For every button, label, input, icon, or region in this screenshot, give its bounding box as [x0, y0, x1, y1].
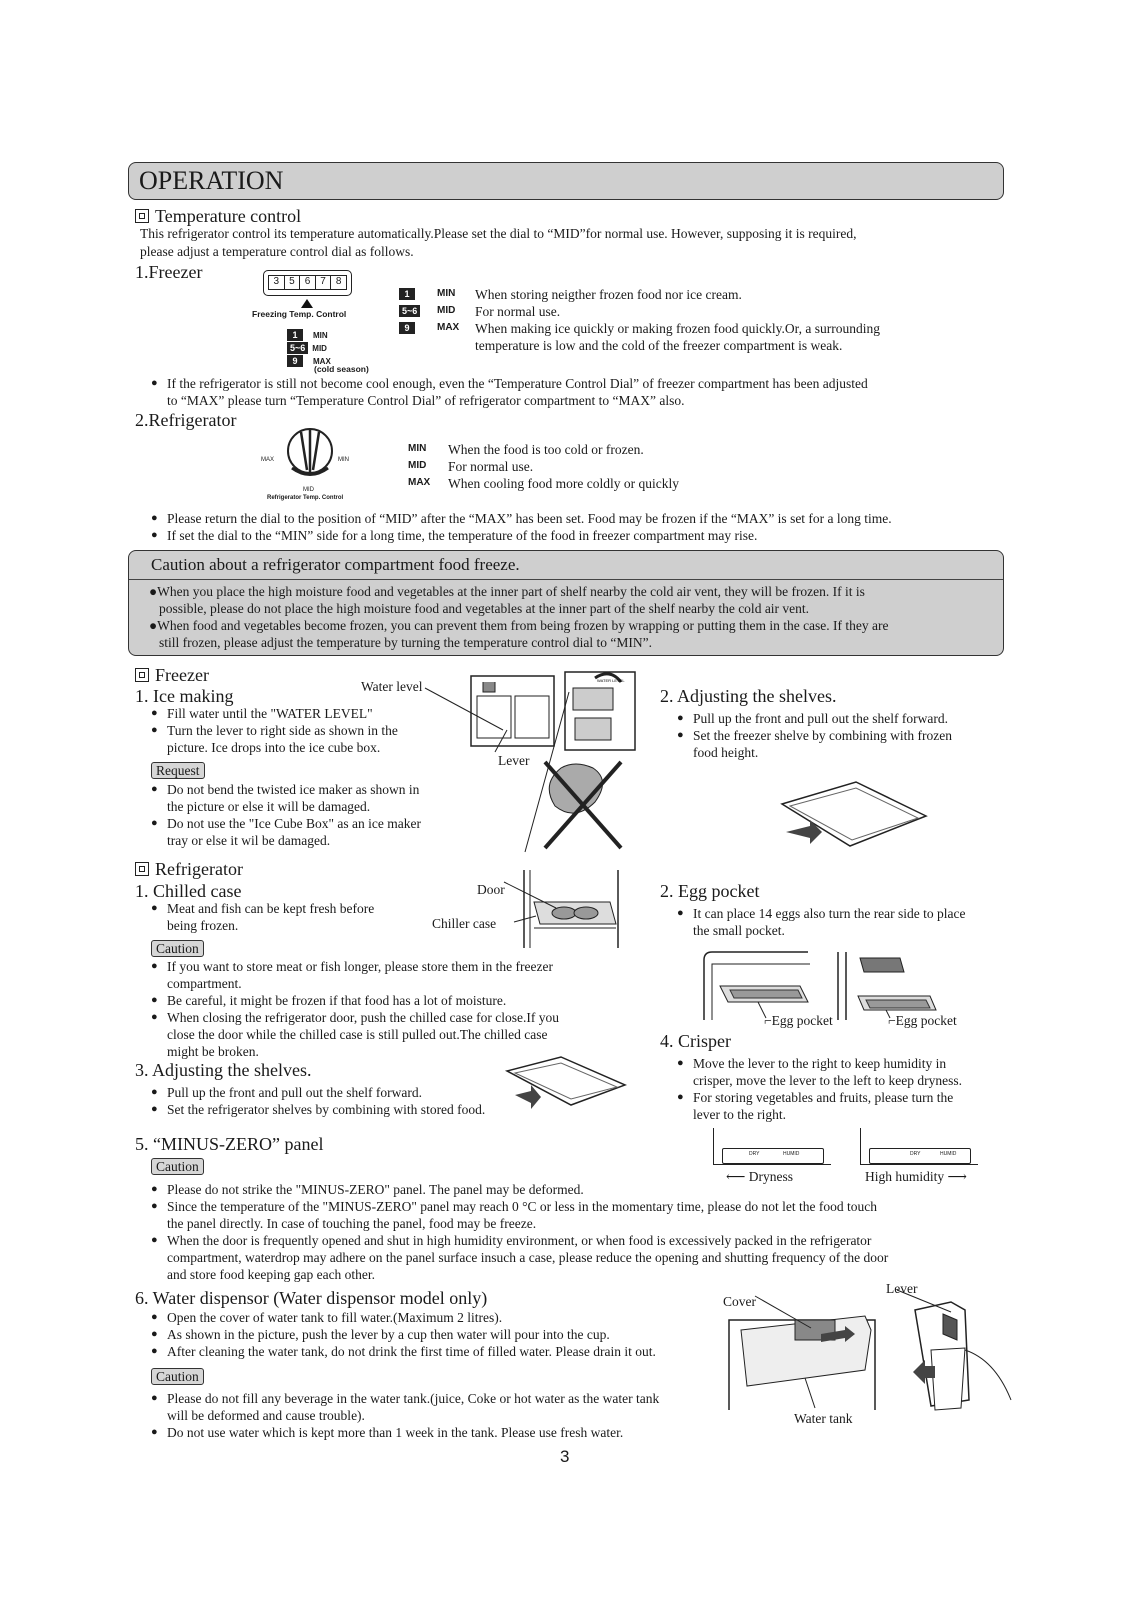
operation-banner [128, 162, 1004, 200]
chilled-case-title: 1. Chilled case [135, 881, 242, 901]
chilled-caution-list [151, 958, 631, 1060]
checkbox-icon [135, 209, 149, 223]
list-item: ● Meat and fish can be kept fresh before being frozen. [151, 900, 431, 934]
level-badge: 9 [399, 322, 415, 334]
water-dispenser-illustration [725, 1290, 1015, 1425]
freezer-dial-caption: Freezing Temp. Control [252, 309, 347, 319]
egg-pocket-title: 2. Egg pocket [660, 881, 760, 901]
list-item: ● If the refrigerator is still not become cool enough, even the “Temperature Control Dial” of freezer compartment has been adjusted to “MAX” please turn “Temperature Control Dial” of refrigerator compartment to “MAX” also. [151, 375, 981, 409]
list-item: ● If you want to store meat or fish longer, please store them in the freezer compartment. [151, 958, 631, 992]
crisper-list [677, 1055, 1007, 1123]
freezer-control-heading: 1.Freezer [135, 262, 203, 282]
list-item: ● Pull up the front and pull out the shelf forward. [677, 710, 997, 727]
freezer-shelf-illustration [780, 780, 930, 850]
refrigerator-control-notes [151, 510, 1011, 544]
caution-line-2: possible, please do not place the high moisture food and vegetables at the inner part of the shelf nearby the cold air vent. [159, 601, 810, 616]
dispenser-lever-label: Lever [886, 1281, 918, 1296]
dial-digit: 7 [316, 276, 332, 289]
refrigerator-control-heading: 2.Refrigerator [135, 410, 237, 430]
level-desc: When cooling food more coldly or quickly [448, 476, 679, 491]
dial-digit: 6 [300, 276, 316, 289]
ice-making-title: 1. Ice making [135, 686, 234, 706]
freezer-levels-table [399, 286, 959, 354]
crisper-title: 4. Crisper [660, 1031, 731, 1051]
list-item: ● Since the temperature of the "MINUS-ZERO" panel may reach 0 °C or less in the momentary time, please do not let the food touch the panel directly. In case of touching the panel, food may be freeze. [151, 1198, 1021, 1232]
list-item: ● Please do not strike the "MINUS-ZERO" panel. The panel may be deformed. [151, 1181, 1021, 1198]
level-desc: When making ice quickly or making frozen food quickly.Or, a surrounding [475, 321, 880, 336]
list-item: ● When closing the refrigerator door, push the chilled case for close.If you close the door while the chilled case is still pulled out.The chilled case might be broken. [151, 1009, 631, 1060]
level-badge: 1 [399, 288, 415, 300]
chilled-case-list [151, 900, 431, 934]
freezer-dial [263, 270, 352, 296]
chilled-caution-tag: Caution [151, 940, 204, 957]
level-desc-cont: temperature is low and the cold of the freezer compartment is weak. [475, 338, 843, 353]
list-item: ● Please do not fill any beverage in the water tank.(juice, Coke or hot water as the water tank will be deformed and cause trouble). [151, 1390, 731, 1424]
page-number: 3 [560, 1447, 570, 1466]
water-level-label: Water level [361, 679, 423, 694]
freezer-small-levels: 1 MIN 5~6 MID 9 MAX (cold season) [287, 325, 369, 374]
level-label: MAX [437, 322, 460, 333]
level-label: MIN [437, 288, 456, 299]
level-desc: For normal use. [475, 304, 561, 319]
list-item: ● Fill water until the "WATER LEVEL" [151, 705, 451, 722]
intro-line-2: please adjust a temperature control dial as follows. [140, 244, 414, 259]
level-label: MAX [408, 477, 431, 488]
request-tag: Request [151, 762, 205, 779]
egg-pocket-label-2: ⌐Egg pocket [888, 1013, 957, 1028]
minus-zero-caution-tag: Caution [151, 1158, 204, 1175]
level-desc: When storing neigther frozen food nor ice cream. [475, 287, 742, 302]
cold-season-label: (cold season) [314, 364, 369, 374]
checkbox-icon [135, 668, 149, 682]
fridge-shelves-title: 3. Adjusting the shelves. [135, 1060, 312, 1080]
high-humidity-label: High humidity ⟶ [865, 1169, 967, 1184]
crisper-slider-humid: DRY HUMID [860, 1128, 978, 1165]
ref-dial-caption: Refrigerator Temp. Control [267, 495, 344, 501]
caution-line-4: still frozen, please adjust the temperature by turning the temperature control dial to “MIN”. [159, 635, 652, 650]
crisper-slider-dry: DRY HUMID [713, 1128, 831, 1165]
caution-line-1: ●When you place the high moisture food and vegetables at the inner part of shelf nearby the cold air vent, they will be frozen. If it is [149, 584, 865, 599]
page-title: OPERATION [139, 166, 284, 195]
dial-digit: 3 [269, 276, 285, 289]
list-item: ● Move the lever to the right to keep humidity in crisper, move the lever to the left to keep dryness. [677, 1055, 1007, 1089]
list-item: ● Do not use the "Ice Cube Box" as an ice maker tray or else it wil be damaged. [151, 815, 471, 849]
chiller-case-label: Chiller case [432, 916, 497, 931]
checkbox-icon [135, 862, 149, 876]
ref-dial-mid: MID [303, 487, 314, 493]
freezer-control-notes [151, 375, 981, 409]
door-label: Door [477, 882, 505, 897]
cover-label: Cover [723, 1294, 756, 1309]
dial-digit: 5 [285, 276, 301, 289]
request-list [151, 781, 471, 849]
refrigerator-dial-icon [270, 426, 350, 486]
list-item: ● After cleaning the water tank, do not drink the first time of filled water. Please drain it out. [151, 1343, 721, 1360]
list-item: ● Open the cover of water tank to fill water.(Maximum 2 litres). [151, 1309, 721, 1326]
water-caution-tag: Caution [151, 1368, 204, 1385]
list-item: ● Set the refrigerator shelves by combining with stored food. [151, 1101, 571, 1118]
list-item: ● Do not bend the twisted ice maker as shown in the picture or else it will be damaged. [151, 781, 471, 815]
caution-line-3: ●When food and vegetables become frozen, you can prevent them from being frozen by wrapping or putting them in the case. If they are [149, 618, 889, 633]
list-item: ● Please return the dial to the position of “MID” after the “MAX” has been set. Food may be frozen if the “MAX” is set for a long time. [151, 510, 1011, 527]
minus-zero-list [151, 1181, 1021, 1283]
ref-dial-min: MIN [338, 457, 349, 463]
water-tank-label: Water tank [794, 1411, 853, 1426]
list-item: ● Be careful, it might be frozen if that food has a lot of moisture. [151, 992, 631, 1009]
list-item: ● Pull up the front and pull out the shelf forward. [151, 1084, 571, 1101]
list-item: ● Set the freezer shelve by combining with frozen food height. [677, 727, 997, 761]
freezer-shelves-list [677, 710, 997, 761]
ice-maker-illustration [425, 672, 640, 852]
lever-label: Lever [498, 753, 530, 768]
dryness-label: ⟵ Dryness [726, 1169, 793, 1184]
fridge-shelf-illustration [505, 1055, 630, 1120]
list-item: ● As shown in the picture, push the lever by a cup then water will pour into the cup. [151, 1326, 721, 1343]
freezer-section-heading: Freezer [135, 664, 209, 686]
list-item: ● For storing vegetables and fruits, please turn the lever to the right. [677, 1089, 1007, 1123]
level-label: MID [437, 305, 456, 316]
level-label: MIN [408, 443, 427, 454]
minus-zero-title: 5. “MINUS-ZERO” panel [135, 1134, 324, 1154]
ref-dial-max: MAX [261, 457, 275, 463]
level-desc: For normal use. [448, 459, 534, 474]
egg-pocket-list [677, 905, 1007, 939]
level-label: MID [408, 460, 427, 471]
list-item: ● Turn the lever to right side as shown in the picture. Ice drops into the ice cube box. [151, 722, 451, 756]
refrigerator-levels-table [408, 441, 808, 492]
ice-making-list [151, 705, 451, 756]
caution-box [128, 550, 1004, 656]
dial-digit: 8 [335, 276, 342, 287]
list-item: ● It can place 14 eggs also turn the rear side to place the small pocket. [677, 905, 1007, 939]
egg-pocket-label-1: ⌐Egg pocket [764, 1013, 833, 1028]
temperature-control-heading: Temperature control [135, 205, 301, 227]
level-badge: 5~6 [399, 305, 420, 317]
list-item: ● If set the dial to the “MIN” side for a long time, the temperature of the food in freezer compartment may rise. [151, 527, 1011, 544]
caution-box-title: Caution about a refrigerator compartment food freeze. [151, 555, 520, 574]
refrigerator-section-heading: Refrigerator [135, 858, 243, 880]
level-desc: When the food is too cold or frozen. [448, 442, 644, 457]
water-dispenser-title: 6. Water dispensor (Water dispensor model only) [135, 1288, 488, 1308]
triangle-pointer-icon [301, 299, 313, 308]
water-dispenser-list [151, 1309, 721, 1360]
intro-line-1: This refrigerator control its temperature automatically.Please set the dial to “MID”for normal use. However, supposing it is required, [140, 226, 857, 241]
freezer-shelves-title: 2. Adjusting the shelves. [660, 686, 837, 706]
list-item: ● Do not use water which is kept more than 1 week in the tank. Please use fresh water. [151, 1424, 731, 1441]
chilled-case-illustration [520, 870, 625, 950]
water-caution-list [151, 1390, 731, 1441]
water-level-tiny-label: WATER LEVEL [597, 678, 625, 683]
list-item: ● When the door is frequently opened and shut in high humidity environment, or when food is excessively packed in the refrigerator compartment, waterdrop may adhere on the panel surface insuch a case, please reduce the opening and shutting frequency of the door and store food keeping gap each other. [151, 1232, 1021, 1283]
